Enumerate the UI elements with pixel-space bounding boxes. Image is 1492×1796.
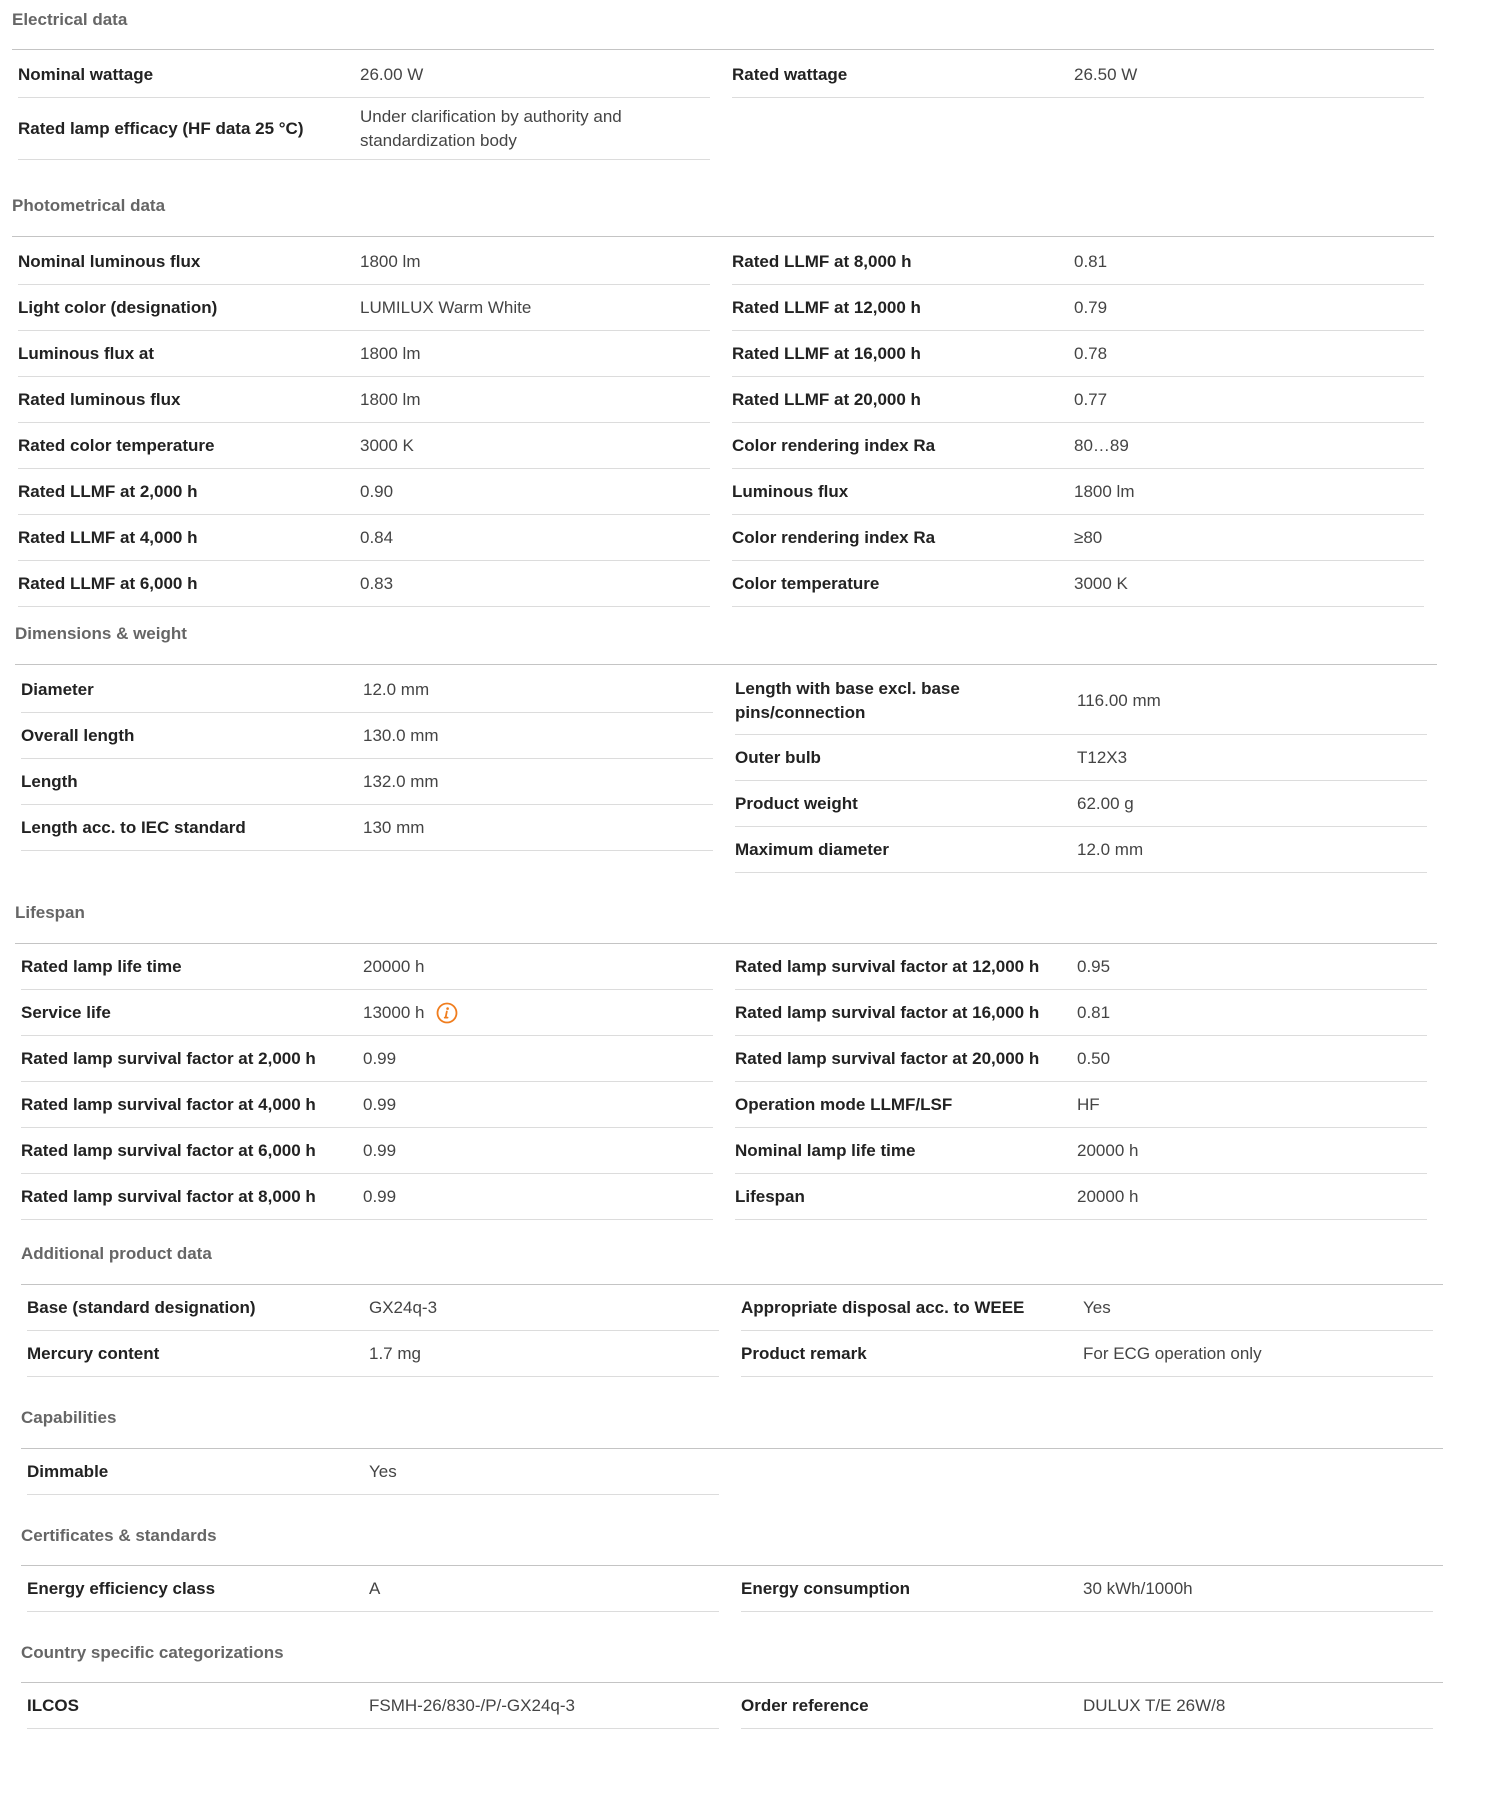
spec-value: [363, 1093, 713, 1117]
spec-label: Light color (designation): [18, 297, 218, 317]
spec-value-text: DULUX T/E 26W/8: [1083, 1695, 1226, 1715]
spec-row: [21, 990, 713, 1036]
spec-row: [18, 239, 710, 285]
spec-value-text: 3000 K: [1074, 573, 1128, 593]
spec-row: [18, 285, 710, 331]
spec-value: [1083, 1577, 1433, 1601]
spec-value: [1077, 746, 1427, 770]
spec-value-text: GX24q-3: [369, 1297, 438, 1317]
spec-label: Color rendering index Ra: [732, 435, 936, 455]
spec-row: [18, 377, 710, 423]
spec-value: [1077, 955, 1427, 979]
spec-label: Color temperature: [732, 573, 880, 593]
spec-value-text: 12.0 mm: [363, 679, 430, 699]
spec-value: [1074, 250, 1424, 274]
spec-label: Overall length: [21, 725, 135, 745]
additional-section-title: Additional product data: [21, 1244, 212, 1263]
spec-row: [741, 1285, 1433, 1331]
certificates-section-title: Certificates & standards: [21, 1526, 217, 1545]
spec-label: Maximum diameter: [735, 839, 889, 859]
spec-label: Rated lamp survival factor at 8,000 h: [21, 1186, 316, 1206]
spec-row: [18, 331, 710, 377]
spec-label: Rated lamp survival factor at 20,000 h: [735, 1048, 1040, 1068]
spec-value: [360, 342, 710, 366]
spec-value: [360, 572, 710, 596]
spec-value-text: 20000 h: [1077, 1186, 1139, 1206]
spec-label: Rated lamp survival factor at 4,000 h: [21, 1094, 316, 1114]
spec-row: [741, 1683, 1433, 1729]
spec-label: Service life: [21, 1002, 111, 1022]
spec-value: [363, 1047, 713, 1071]
spec-value: [369, 1460, 719, 1484]
photometrical-section-divider: [12, 236, 1434, 237]
spec-row: [18, 423, 710, 469]
spec-value: [1074, 388, 1424, 412]
spec-value-text: 1800 lm: [360, 389, 421, 409]
dimensions-right-column: [735, 667, 1427, 873]
spec-value-text: 80…89: [1074, 435, 1129, 455]
spec-row: [732, 423, 1424, 469]
spec-label: Luminous flux: [732, 481, 849, 501]
spec-value-text: 0.99: [363, 1094, 397, 1114]
spec-row: [732, 469, 1424, 515]
spec-value-text: 62.00 g: [1077, 793, 1134, 813]
additional-right-column: [741, 1285, 1433, 1377]
spec-value: [363, 1001, 713, 1025]
spec-row: [741, 1331, 1433, 1377]
spec-value: [360, 480, 710, 504]
photometrical-left-column: [18, 239, 710, 607]
info-icon[interactable]: [436, 1002, 458, 1024]
spec-value-text: 26.00 W: [360, 64, 424, 84]
spec-value-text: 13000 h: [363, 1002, 425, 1022]
spec-value-text: Yes: [369, 1461, 397, 1481]
spec-row: [732, 561, 1424, 607]
photometrical-right-column: [732, 239, 1424, 607]
spec-row: [18, 469, 710, 515]
spec-value-text: For ECG operation only: [1083, 1343, 1262, 1363]
spec-value-text: 0.78: [1074, 343, 1108, 363]
certificates-right-column: [741, 1566, 1433, 1612]
spec-value-text: Yes: [1083, 1297, 1111, 1317]
spec-value: [1083, 1296, 1433, 1320]
spec-label: Rated LLMF at 16,000 h: [732, 343, 921, 363]
spec-value: [363, 1185, 713, 1209]
spec-label: Rated lamp survival factor at 6,000 h: [21, 1140, 316, 1160]
spec-label: Nominal lamp life time: [735, 1140, 916, 1160]
spec-value-text: 1.7 mg: [369, 1343, 421, 1363]
spec-row: [735, 667, 1427, 735]
spec-row: [21, 1174, 713, 1220]
electrical-section-title: Electrical data: [12, 10, 128, 29]
spec-label: Rated lamp survival factor at 2,000 h: [21, 1048, 316, 1068]
spec-row: [21, 805, 713, 851]
lifespan-right-column: [735, 944, 1427, 1220]
spec-row: [735, 735, 1427, 781]
spec-value-text: 1800 lm: [360, 343, 421, 363]
spec-label: Rated lamp survival factor at 12,000 h: [735, 956, 1040, 976]
spec-value: [363, 1139, 713, 1163]
spec-label: Rated LLMF at 2,000 h: [18, 481, 198, 501]
spec-value: [369, 1342, 719, 1366]
spec-value-text: LUMILUX Warm White: [360, 297, 532, 317]
country-right-column: [741, 1683, 1433, 1729]
spec-value: [1074, 572, 1424, 596]
spec-value: [363, 770, 713, 794]
spec-row: [732, 377, 1424, 423]
spec-label: Order reference: [741, 1695, 869, 1715]
spec-value-text: 130.0 mm: [363, 725, 439, 745]
electrical-right-column: [732, 52, 1424, 98]
spec-label: Nominal luminous flux: [18, 251, 201, 271]
spec-value: [360, 105, 710, 153]
spec-value-text: 20000 h: [363, 956, 425, 976]
spec-label: Operation mode LLMF/LSF: [735, 1094, 953, 1114]
spec-label: Dimmable: [27, 1461, 109, 1481]
spec-row: [735, 1128, 1427, 1174]
spec-row: [18, 515, 710, 561]
spec-row: [21, 667, 713, 713]
spec-row: [21, 1036, 713, 1082]
spec-value-text: A: [369, 1578, 381, 1598]
spec-label: Length: [21, 771, 78, 791]
spec-row: [732, 515, 1424, 561]
spec-value: [1074, 63, 1424, 87]
spec-value-text: FSMH-26/830-/P/-GX24q-3: [369, 1695, 575, 1715]
spec-label: Rated lamp efficacy (HF data 25 °C): [18, 118, 304, 138]
spec-value: [1077, 1185, 1427, 1209]
electrical-left-column: [18, 52, 710, 160]
spec-row: [18, 561, 710, 607]
spec-value: [1083, 1694, 1433, 1718]
spec-label: Diameter: [21, 679, 94, 699]
spec-value-text: 0.99: [363, 1186, 397, 1206]
spec-label: Rated lamp survival factor at 16,000 h: [735, 1002, 1040, 1022]
spec-row: [735, 1036, 1427, 1082]
spec-value-text: 12.0 mm: [1077, 839, 1144, 859]
dimensions-left-column: [21, 667, 713, 851]
spec-label: Rated color temperature: [18, 435, 215, 455]
spec-row: [27, 1683, 719, 1729]
spec-value-text: 116.00 mm: [1077, 690, 1161, 710]
spec-label: Rated luminous flux: [18, 389, 181, 409]
spec-value: [1074, 296, 1424, 320]
spec-value-text: 26.50 W: [1074, 64, 1138, 84]
spec-label: Product weight: [735, 793, 858, 813]
spec-value: [360, 63, 710, 87]
spec-value-text: 0.77: [1074, 389, 1108, 409]
spec-label: Outer bulb: [735, 747, 821, 767]
spec-row: [27, 1566, 719, 1612]
spec-row: [21, 1128, 713, 1174]
spec-value-text: Under clarification by authority and standardization body: [360, 106, 622, 150]
spec-value-text: 0.99: [363, 1140, 397, 1160]
spec-value-text: 20000 h: [1077, 1140, 1139, 1160]
spec-label: Energy efficiency class: [27, 1578, 216, 1598]
spec-label: Rated wattage: [732, 64, 848, 84]
spec-value: [1077, 838, 1427, 862]
spec-value-text: 0.50: [1077, 1048, 1111, 1068]
spec-label: Luminous flux at: [18, 343, 154, 363]
spec-value: [363, 724, 713, 748]
spec-row: [732, 285, 1424, 331]
spec-label: Rated lamp life time: [21, 956, 182, 976]
spec-value-text: 0.84: [360, 527, 394, 547]
spec-row: [21, 713, 713, 759]
spec-label: Length acc. to IEC standard: [21, 817, 246, 837]
spec-row: [735, 1082, 1427, 1128]
spec-row: [732, 331, 1424, 377]
spec-value: [1074, 480, 1424, 504]
spec-row: [735, 1174, 1427, 1220]
spec-label: Lifespan: [735, 1186, 805, 1206]
spec-value-text: 30 kWh/1000h: [1083, 1578, 1193, 1598]
spec-value-text: ≥80: [1074, 527, 1103, 547]
spec-row: [18, 52, 710, 98]
certificates-left-column: [27, 1566, 719, 1612]
lifespan-section-title: Lifespan: [15, 903, 85, 922]
spec-label: Product remark: [741, 1343, 867, 1363]
country-section-title: Country specific categorizations: [21, 1643, 284, 1662]
capabilities-left-column: [27, 1449, 719, 1495]
spec-value: [363, 678, 713, 702]
spec-value: [1074, 434, 1424, 458]
spec-value-text: 0.83: [360, 573, 394, 593]
spec-value: [1077, 1093, 1427, 1117]
spec-value: [360, 434, 710, 458]
electrical-section-divider: [12, 49, 1434, 50]
spec-label: Base (standard designation): [27, 1297, 256, 1317]
spec-value-text: 3000 K: [360, 435, 414, 455]
spec-value-text: 132.0 mm: [363, 771, 439, 791]
spec-value-text: T12X3: [1077, 747, 1128, 767]
spec-label: Mercury content: [27, 1343, 160, 1363]
spec-value: [1077, 689, 1427, 713]
spec-value-text: 0.95: [1077, 956, 1111, 976]
spec-label: Rated LLMF at 4,000 h: [18, 527, 198, 547]
spec-row: [741, 1566, 1433, 1612]
spec-row: [735, 990, 1427, 1036]
spec-value: [1077, 1001, 1427, 1025]
spec-label: Energy consumption: [741, 1578, 911, 1598]
spec-value-text: HF: [1077, 1094, 1100, 1114]
spec-value-text: 0.81: [1074, 251, 1108, 271]
dimensions-section-title: Dimensions & weight: [15, 624, 187, 643]
spec-label: Appropriate disposal acc. to WEEE: [741, 1297, 1025, 1317]
spec-value-text: 1800 lm: [1074, 481, 1135, 501]
spec-value: [360, 526, 710, 550]
spec-value: [1083, 1342, 1433, 1366]
spec-row: [27, 1331, 719, 1377]
spec-value: [360, 296, 710, 320]
spec-value: [360, 250, 710, 274]
spec-value-text: 130 mm: [363, 817, 425, 837]
spec-value: [1077, 792, 1427, 816]
spec-value: [360, 388, 710, 412]
capabilities-section-title: Capabilities: [21, 1408, 117, 1427]
spec-row: [27, 1449, 719, 1495]
photometrical-section-title: Photometrical data: [12, 196, 166, 215]
spec-row: [735, 944, 1427, 990]
spec-row: [27, 1285, 719, 1331]
spec-value: [363, 955, 713, 979]
spec-row: [735, 827, 1427, 873]
spec-value-text: 0.99: [363, 1048, 397, 1068]
spec-label: Nominal wattage: [18, 64, 154, 84]
country-left-column: [27, 1683, 719, 1729]
spec-value: [1077, 1047, 1427, 1071]
dimensions-section-divider: [15, 664, 1437, 665]
spec-row: [732, 239, 1424, 285]
spec-value: [1077, 1139, 1427, 1163]
spec-label: Rated LLMF at 8,000 h: [732, 251, 912, 271]
spec-value: [369, 1296, 719, 1320]
spec-label: Rated LLMF at 6,000 h: [18, 573, 198, 593]
spec-value-text: 0.81: [1077, 1002, 1111, 1022]
additional-left-column: [27, 1285, 719, 1377]
spec-value: [369, 1577, 719, 1601]
spec-row: [21, 944, 713, 990]
spec-value-text: 0.79: [1074, 297, 1108, 317]
spec-label: Rated LLMF at 20,000 h: [732, 389, 921, 409]
spec-row: [732, 52, 1424, 98]
spec-row: [735, 781, 1427, 827]
spec-value: [1074, 526, 1424, 550]
spec-value: [363, 816, 713, 840]
spec-value: [1074, 342, 1424, 366]
spec-label: Rated LLMF at 12,000 h: [732, 297, 921, 317]
spec-value: [369, 1694, 719, 1718]
spec-row: [21, 759, 713, 805]
spec-row: [18, 98, 710, 160]
spec-label: ILCOS: [27, 1695, 79, 1715]
spec-row: [21, 1082, 713, 1128]
spec-label: Color rendering index Ra: [732, 527, 936, 547]
spec-value-text: 0.90: [360, 481, 394, 501]
lifespan-left-column: [21, 944, 713, 1220]
spec-label: Length with base excl. base pins/connection: [735, 678, 960, 722]
spec-value-text: 1800 lm: [360, 251, 421, 271]
